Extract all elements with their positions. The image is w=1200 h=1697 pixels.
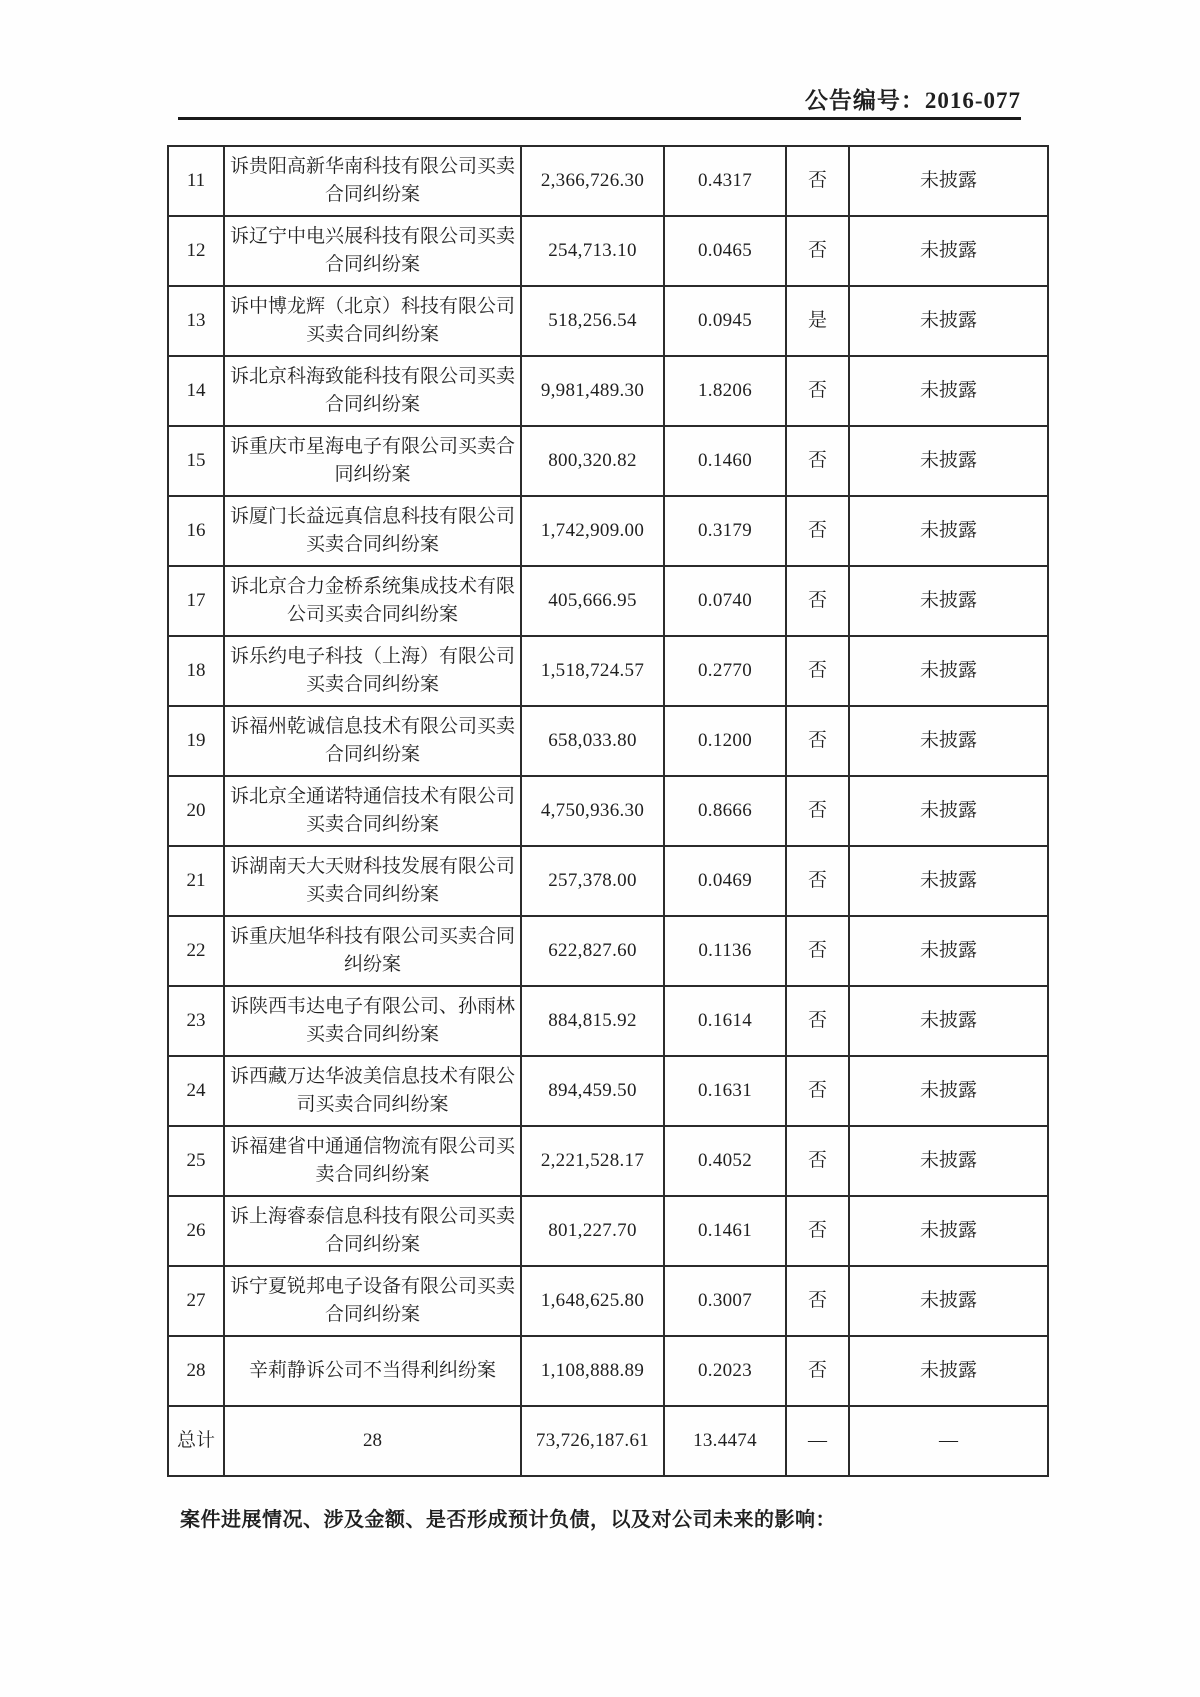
table-row [168,496,1048,566]
ratio-cell: 0.4052 [664,1126,786,1196]
disclosure-cell: 未披露 [849,286,1048,356]
case-name-cell: 诉北京科海致能科技有限公司买卖合同纠纷案 [224,356,521,426]
table-row [168,216,1048,286]
amount-cell: 658,033.80 [521,706,664,776]
ratio-cell: 0.3179 [664,496,786,566]
table-row [168,286,1048,356]
case-name-cell: 诉贵阳高新华南科技有限公司买卖合同纠纷案 [224,146,521,216]
ratio-cell: 0.1631 [664,1056,786,1126]
row-number-cell: 19 [168,706,224,776]
row-number-cell: 15 [168,426,224,496]
total-amount-cell: 73,726,187.61 [521,1406,664,1476]
amount-cell: 4,750,936.30 [521,776,664,846]
case-name-cell: 诉湖南天大天财科技发展有限公司买卖合同纠纷案 [224,846,521,916]
amount-cell: 1,518,724.57 [521,636,664,706]
case-name-cell: 诉福州乾诚信息技术有限公司买卖合同纠纷案 [224,706,521,776]
table-row [168,1196,1048,1266]
disclosure-cell: 未披露 [849,216,1048,286]
liability-flag-cell: 否 [786,1056,849,1126]
table-row [168,1126,1048,1196]
case-name-cell: 诉北京全通诺特通信技术有限公司买卖合同纠纷案 [224,776,521,846]
amount-cell: 254,713.10 [521,216,664,286]
table-row [168,1336,1048,1406]
total-ratio-cell: 13.4474 [664,1406,786,1476]
disclosure-cell: 未披露 [849,1126,1048,1196]
ratio-cell: 0.2023 [664,1336,786,1406]
row-number-cell: 20 [168,776,224,846]
row-number-cell: 21 [168,846,224,916]
table-row [168,356,1048,426]
row-number-cell: 16 [168,496,224,566]
disclosure-cell: 未披露 [849,636,1048,706]
liability-flag-cell: 是 [786,286,849,356]
amount-cell: 800,320.82 [521,426,664,496]
row-number-cell: 26 [168,1196,224,1266]
row-number-cell: 27 [168,1266,224,1336]
total-liability-flag-cell: — [786,1406,849,1476]
amount-cell: 894,459.50 [521,1056,664,1126]
case-name-cell: 诉西藏万达华波美信息技术有限公司买卖合同纠纷案 [224,1056,521,1126]
table-row [168,706,1048,776]
amount-cell: 518,256.54 [521,286,664,356]
amount-cell: 405,666.95 [521,566,664,636]
disclosure-cell: 未披露 [849,776,1048,846]
case-name-cell: 诉中博龙辉（北京）科技有限公司买卖合同纠纷案 [224,286,521,356]
ratio-cell: 0.1461 [664,1196,786,1266]
disclosure-cell: 未披露 [849,846,1048,916]
case-name-cell: 诉福建省中通通信物流有限公司买卖合同纠纷案 [224,1126,521,1196]
table-row [168,636,1048,706]
ratio-cell: 0.1136 [664,916,786,986]
liability-flag-cell: 否 [786,356,849,426]
litigation-table [167,145,1049,1477]
row-number-cell: 25 [168,1126,224,1196]
table-row [168,916,1048,986]
liability-flag-cell: 否 [786,846,849,916]
ratio-cell: 0.0465 [664,216,786,286]
case-name-cell: 诉辽宁中电兴展科技有限公司买卖合同纠纷案 [224,216,521,286]
ratio-cell: 0.3007 [664,1266,786,1336]
ratio-cell: 0.1614 [664,986,786,1056]
disclosure-cell: 未披露 [849,1266,1048,1336]
ratio-cell: 0.1460 [664,426,786,496]
disclosure-cell: 未披露 [849,1056,1048,1126]
ratio-cell: 0.1200 [664,706,786,776]
case-name-cell: 诉厦门长益远真信息科技有限公司买卖合同纠纷案 [224,496,521,566]
row-number-cell: 22 [168,916,224,986]
amount-cell: 9,981,489.30 [521,356,664,426]
table-row [168,846,1048,916]
case-name-cell: 诉重庆旭华科技有限公司买卖合同纠纷案 [224,916,521,986]
total-label-cell: 总计 [168,1406,224,1476]
ratio-cell: 0.2770 [664,636,786,706]
case-name-cell: 诉北京合力金桥系统集成技术有限公司买卖合同纠纷案 [224,566,521,636]
row-number-cell: 12 [168,216,224,286]
liability-flag-cell: 否 [786,1266,849,1336]
row-number-cell: 28 [168,1336,224,1406]
row-number-cell: 24 [168,1056,224,1126]
disclosure-cell: 未披露 [849,706,1048,776]
table-row [168,566,1048,636]
disclosure-cell: 未披露 [849,986,1048,1056]
row-number-cell: 13 [168,286,224,356]
row-number-cell: 18 [168,636,224,706]
liability-flag-cell: 否 [786,426,849,496]
ratio-cell: 0.0945 [664,286,786,356]
liability-flag-cell: 否 [786,1196,849,1266]
amount-cell: 1,648,625.80 [521,1266,664,1336]
liability-flag-cell: 否 [786,146,849,216]
disclosure-cell: 未披露 [849,496,1048,566]
table-row [168,426,1048,496]
ratio-cell: 0.8666 [664,776,786,846]
liability-flag-cell: 否 [786,706,849,776]
announcement-number: 公告编号：2016-077 [804,88,1021,113]
liability-flag-cell: 否 [786,1336,849,1406]
disclosure-cell: 未披露 [849,1336,1048,1406]
total-disclosure-cell: — [849,1406,1048,1476]
liability-flag-cell: 否 [786,776,849,846]
disclosure-cell: 未披露 [849,916,1048,986]
table-row [168,1056,1048,1126]
amount-cell: 801,227.70 [521,1196,664,1266]
liability-flag-cell: 否 [786,636,849,706]
row-number-cell: 17 [168,566,224,636]
disclosure-cell: 未披露 [849,146,1048,216]
table-row [168,146,1048,216]
table-row [168,986,1048,1056]
case-name-cell: 诉重庆市星海电子有限公司买卖合同纠纷案 [224,426,521,496]
total-count-cell: 28 [224,1406,521,1476]
cases-table-body [168,146,1048,1406]
liability-flag-cell: 否 [786,986,849,1056]
amount-cell: 257,378.00 [521,846,664,916]
liability-flag-cell: 否 [786,566,849,636]
liability-flag-cell: 否 [786,1126,849,1196]
amount-cell: 2,366,726.30 [521,146,664,216]
case-name-cell: 诉陕西韦达电子有限公司、孙雨林买卖合同纠纷案 [224,986,521,1056]
ratio-cell: 0.4317 [664,146,786,216]
ratio-cell: 1.8206 [664,356,786,426]
disclosure-cell: 未披露 [849,356,1048,426]
case-name-cell: 诉上海睿泰信息科技有限公司买卖合同纠纷案 [224,1196,521,1266]
case-name-cell: 诉乐约电子科技（上海）有限公司买卖合同纠纷案 [224,636,521,706]
ratio-cell: 0.0469 [664,846,786,916]
total-row [168,1406,1048,1476]
row-number-cell: 11 [168,146,224,216]
amount-cell: 1,108,888.89 [521,1336,664,1406]
table-row [168,776,1048,846]
amount-cell: 2,221,528.17 [521,1126,664,1196]
disclosure-cell: 未披露 [849,426,1048,496]
liability-flag-cell: 否 [786,916,849,986]
case-name-cell: 辛莉静诉公司不当得利纠纷案 [224,1336,521,1406]
disclosure-cell: 未披露 [849,1196,1048,1266]
amount-cell: 884,815.92 [521,986,664,1056]
amount-cell: 622,827.60 [521,916,664,986]
row-number-cell: 23 [168,986,224,1056]
header-divider [178,117,1021,120]
amount-cell: 1,742,909.00 [521,496,664,566]
liability-flag-cell: 否 [786,216,849,286]
disclosure-cell: 未披露 [849,566,1048,636]
section-heading: 案件进展情况、涉及金额、是否形成预计负债，以及对公司未来的影响： [180,1509,836,1531]
ratio-cell: 0.0740 [664,566,786,636]
table-row [168,1266,1048,1336]
liability-flag-cell: 否 [786,496,849,566]
row-number-cell: 14 [168,356,224,426]
case-name-cell: 诉宁夏锐邦电子设备有限公司买卖合同纠纷案 [224,1266,521,1336]
